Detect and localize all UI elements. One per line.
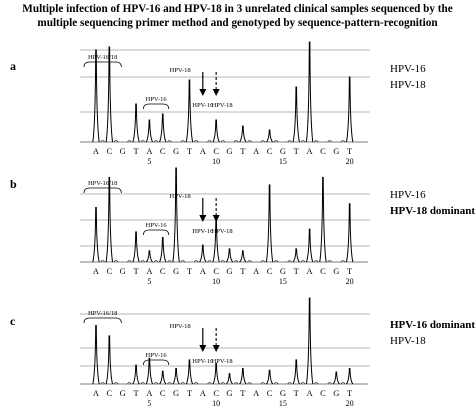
- panel-c: [10, 298, 475, 408]
- base-call-9: A: [199, 266, 206, 276]
- chromatogram-peak: [160, 238, 166, 262]
- base-call-3: G: [119, 388, 126, 398]
- base-call-14: C: [266, 266, 273, 276]
- bracket-hpv16: [143, 104, 168, 109]
- chromatogram-peak: [320, 177, 326, 262]
- position-number: 10: [212, 399, 221, 408]
- chromatogram-peak: [160, 114, 166, 142]
- genotype-label-bottom: HPV-18: [390, 79, 426, 91]
- base-call-18: C: [320, 388, 326, 398]
- chromatogram-peak: [146, 120, 152, 142]
- chromatogram-peak: [346, 77, 352, 142]
- chromatogram-peak: [346, 204, 352, 262]
- bracket-hpv16: [143, 360, 168, 365]
- panel-letter: b: [10, 177, 17, 191]
- base-call-1: A: [92, 388, 100, 398]
- chromatogram-peak: [186, 80, 192, 142]
- base-call-10: C: [213, 266, 219, 276]
- base-call-20: T: [347, 266, 353, 276]
- panel-letter: c: [10, 314, 16, 328]
- chromatogram-peak: [173, 369, 179, 384]
- chromatogram-peak: [306, 42, 312, 142]
- base-call-13: A: [253, 146, 260, 156]
- base-call-6: C: [159, 266, 166, 276]
- chromatogram-peak: [306, 298, 312, 384]
- position-number: 20: [345, 399, 354, 408]
- base-call-15: G: [279, 146, 286, 156]
- base-call-13: A: [253, 388, 260, 398]
- chromatogram-peak: [293, 249, 299, 262]
- base-call-12: T: [240, 146, 246, 156]
- chromatogram-peak: [173, 168, 179, 262]
- bracket-hpv16-18: [84, 318, 121, 323]
- base-call-17: A: [306, 146, 313, 156]
- base-call-2: C: [106, 146, 113, 156]
- base-call-4: T: [133, 146, 139, 156]
- base-call-11: G: [226, 146, 233, 156]
- chromatogram-peak: [240, 251, 246, 262]
- position-number: 5: [147, 157, 152, 166]
- chromatogram-peak: [106, 177, 112, 262]
- base-call-12: T: [240, 266, 246, 276]
- panel-a: [10, 42, 426, 166]
- bracket-hpv16-18: [84, 188, 121, 193]
- base-call-1: A: [92, 146, 100, 156]
- arrow-dashed-head: [213, 215, 220, 222]
- base-call-16: T: [293, 388, 299, 398]
- annotation-hpv16: HPV-16: [145, 222, 167, 229]
- figure-title-line-1: Multiple infection of HPV-16 and HPV-18 in 3 unrelated clinical samples sequenced by the: [22, 3, 453, 15]
- chromatogram-peak: [160, 371, 166, 384]
- genotype-label-bottom: HPV-18: [390, 335, 426, 347]
- arrow-solid-head: [199, 345, 206, 352]
- base-call-1: A: [92, 266, 100, 276]
- base-call-7: G: [173, 266, 180, 276]
- annotation-arrow-hpv18: HPV-18: [211, 102, 233, 109]
- chromatogram-peak: [333, 372, 339, 384]
- arrow-solid-head: [199, 89, 206, 96]
- chromatogram-peak: [200, 245, 206, 262]
- chromatogram-peak: [293, 360, 299, 384]
- position-number: 20: [345, 157, 354, 166]
- position-number: 10: [212, 277, 221, 286]
- panel-letter: a: [10, 59, 16, 73]
- base-call-9: A: [199, 146, 206, 156]
- base-call-16: T: [293, 146, 299, 156]
- chromatogram-peak: [106, 336, 112, 384]
- chromatogram-peak: [240, 369, 246, 384]
- base-call-7: G: [173, 146, 180, 156]
- position-number: 5: [147, 277, 152, 286]
- chromatogram-peak: [146, 251, 152, 262]
- bracket-hpv16-18: [84, 62, 121, 67]
- chromatogram-peak: [213, 219, 219, 262]
- chromatogram-peak: [213, 363, 219, 384]
- base-call-8: T: [186, 146, 193, 156]
- annotation-arrow-hpv16: HPV-16: [192, 102, 214, 109]
- genotype-label-top: HPV-16 dominant: [390, 319, 475, 331]
- base-call-3: G: [119, 266, 126, 276]
- chromatogram-peak: [146, 358, 152, 384]
- chromatogram-peak: [133, 232, 139, 262]
- chromatogram-peak: [306, 229, 312, 262]
- genotype-label-top: HPV-16: [390, 63, 426, 75]
- base-call-19: G: [333, 266, 340, 276]
- position-number: 20: [345, 277, 354, 286]
- base-call-3: G: [119, 146, 126, 156]
- base-call-9: A: [199, 388, 206, 398]
- base-call-19: G: [333, 388, 340, 398]
- base-call-20: T: [347, 388, 353, 398]
- chromatogram-peak: [93, 326, 99, 384]
- base-call-6: C: [159, 146, 166, 156]
- base-call-18: C: [320, 266, 326, 276]
- base-call-15: G: [279, 266, 286, 276]
- chromatogram-peak: [106, 47, 112, 142]
- base-call-13: A: [253, 266, 260, 276]
- genotype-label-top: HPV-16: [390, 189, 426, 201]
- position-number: 15: [278, 399, 287, 408]
- base-call-20: T: [347, 146, 353, 156]
- base-call-2: C: [106, 388, 113, 398]
- chromatogram-peak: [293, 87, 299, 142]
- base-call-8: T: [186, 388, 193, 398]
- base-call-10: C: [213, 146, 219, 156]
- chromatogram-peak: [93, 50, 99, 142]
- annotation-hpv16-18: HPV-16/18: [87, 180, 118, 187]
- annotation-arrow-hpv18: HPV-18: [211, 228, 233, 235]
- annotation-hpv18: HPV-18: [169, 323, 191, 330]
- annotation-hpv18: HPV-18: [169, 67, 191, 74]
- base-call-5: A: [146, 266, 153, 276]
- base-call-10: C: [213, 388, 219, 398]
- position-number: 5: [147, 399, 152, 408]
- chromatogram-peak: [266, 185, 272, 262]
- chromatogram-peak: [93, 207, 99, 262]
- annotation-hpv16: HPV-16: [145, 352, 167, 359]
- chromatogram-peak: [346, 369, 352, 384]
- base-call-4: T: [133, 388, 139, 398]
- position-number: 15: [278, 277, 287, 286]
- annotation-hpv18: HPV-18: [169, 193, 191, 200]
- chromatogram-peak: [133, 365, 139, 384]
- base-call-17: A: [306, 266, 313, 276]
- chromatogram-peak: [213, 120, 219, 142]
- annotation-arrow-hpv16: HPV-16: [192, 358, 214, 365]
- base-call-11: G: [226, 266, 233, 276]
- base-call-8: T: [186, 266, 193, 276]
- chromatogram-peak: [266, 130, 272, 142]
- chromatogram-peak: [226, 374, 232, 384]
- arrow-solid-head: [199, 215, 206, 222]
- annotation-arrow-hpv18: HPV-18: [211, 358, 233, 365]
- annotation-arrow-hpv16: HPV-16: [192, 228, 214, 235]
- base-call-4: T: [133, 266, 139, 276]
- base-call-12: T: [240, 388, 246, 398]
- base-call-2: C: [106, 266, 113, 276]
- chromatogram-peak: [240, 126, 246, 142]
- chromatogram-peak: [266, 370, 272, 384]
- base-call-19: G: [333, 146, 340, 156]
- base-call-17: A: [306, 388, 313, 398]
- chromatogram-peak: [226, 249, 232, 262]
- base-call-15: G: [279, 388, 286, 398]
- base-call-5: A: [146, 146, 153, 156]
- chromatogram-peak: [133, 104, 139, 142]
- position-number: 10: [212, 157, 221, 166]
- arrow-dashed-head: [213, 345, 220, 352]
- arrow-dashed-head: [213, 89, 220, 96]
- figure-title-line-2: multiple sequencing primer method and genotyped by sequence-pattern-recognition: [37, 17, 438, 29]
- annotation-hpv16-18: HPV-16/18: [87, 54, 118, 61]
- annotation-hpv16: HPV-16: [145, 96, 167, 103]
- panel-b: [10, 168, 475, 286]
- base-call-6: C: [159, 388, 166, 398]
- position-number: 15: [278, 157, 287, 166]
- base-call-7: G: [173, 388, 180, 398]
- genotype-label-bottom: HPV-18 dominant: [390, 205, 475, 217]
- base-call-11: G: [226, 388, 233, 398]
- annotation-hpv16-18: HPV-16/18: [87, 310, 118, 317]
- bracket-hpv16: [143, 230, 168, 235]
- base-call-14: C: [266, 146, 273, 156]
- base-call-5: A: [146, 388, 153, 398]
- base-call-14: C: [266, 388, 273, 398]
- base-call-18: C: [320, 146, 326, 156]
- base-call-16: T: [293, 266, 299, 276]
